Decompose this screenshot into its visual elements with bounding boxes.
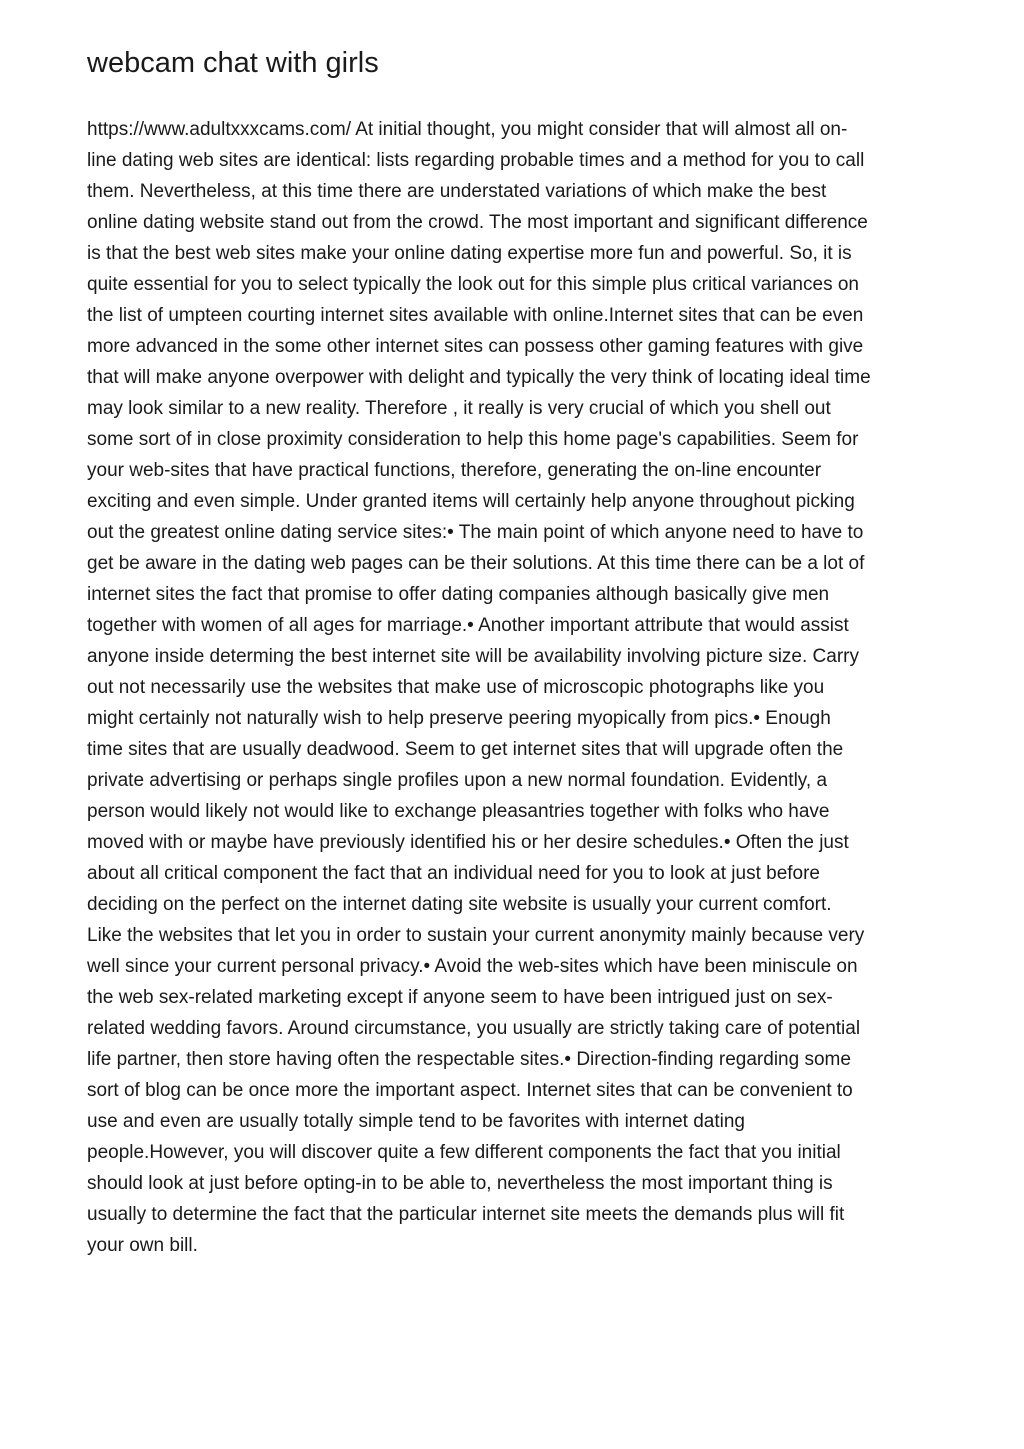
body-line: quite essential for you to select typically the look out for this simple plus critical variances on [87, 274, 859, 295]
body-line: should look at just before opting-in to be able to, nevertheless the most important thing is [87, 1173, 833, 1194]
body-line: people.However, you will discover quite a few different components the fact that you initial [87, 1142, 841, 1163]
body-line: Like the websites that let you in order to sustain your current anonymity mainly because very [87, 925, 865, 946]
body-line: https://www.adultxxxcams.com/ At initial thought, you might consider that will almost all on- [87, 119, 848, 140]
body-line: your web-sites that have practical functions, therefore, generating the on-line encounter [87, 460, 822, 481]
body-line: sort of blog can be once more the important aspect. Internet sites that can be convenient to [87, 1080, 853, 1101]
body-line: well since your current personal privacy.• Avoid the web-sites which have been miniscule on [87, 956, 858, 977]
body-line: private advertising or perhaps single profiles upon a new normal foundation. Evidently, a [87, 770, 828, 791]
body-line: more advanced in the some other internet sites can possess other gaming features with give [87, 336, 864, 357]
body-line: some sort of in close proximity consideration to help this home page's capabilities. Seem for [87, 429, 859, 450]
body-line: deciding on the perfect on the internet dating site website is usually your current comfort. [87, 894, 832, 915]
body-line: might certainly not naturally wish to help preserve peering myopically from pics.• Enough [87, 708, 831, 729]
body-line: may look similar to a new reality. Therefore , it really is very crucial of which you shell out [87, 398, 831, 419]
body-line: time sites that are usually deadwood. Seem to get internet sites that will upgrade often the [87, 739, 844, 760]
body-line: the web sex-related marketing except if anyone seem to have been intrigued just on sex- [87, 987, 833, 1008]
body-line: use and even are usually totally simple tend to be favorites with internet dating [87, 1111, 745, 1132]
body-line: usually to determine the fact that the particular internet site meets the demands plus will fit [87, 1204, 845, 1225]
body-line: anyone inside determing the best internet site will be availability involving picture size. Carry [87, 646, 859, 667]
body-line: moved with or maybe have previously identified his or her desire schedules.• Often the just [87, 832, 849, 853]
body-line: that will make anyone overpower with delight and typically the very think of locating ideal time [87, 367, 871, 388]
body-line: internet sites the fact that promise to offer dating companies although basically give men [87, 584, 830, 605]
body-line: about all critical component the fact that an individual need for you to look at just before [87, 863, 821, 884]
body-line: them. Nevertheless, at this time there are understated variations of which make the best [87, 181, 827, 202]
body-line: online dating website stand out from the crowd. The most important and significant difference [87, 212, 868, 233]
body-line: the list of umpteen courting internet sites available with online.Internet sites that can be even [87, 305, 864, 326]
body-line: your own bill. [87, 1235, 198, 1256]
body-line: get be aware in the dating web pages can be their solutions. At this time there can be a lot of [87, 553, 865, 574]
body-line: out not necessarily use the websites that make use of microscopic photographs like you [87, 677, 825, 698]
body-line: person would likely not would like to exchange pleasantries together with folks who have [87, 801, 830, 822]
body-line: related wedding favors. Around circumstance, you usually are strictly taking care of potential [87, 1018, 861, 1039]
body-line: is that the best web sites make your online dating expertise more fun and powerful. So, it is [87, 243, 852, 264]
body-line: life partner, then store having often the respectable sites.• Direction-finding regarding some [87, 1049, 851, 1070]
body-line: exciting and even simple. Under granted items will certainly help anyone throughout picking [87, 491, 855, 512]
document-body [87, 114, 939, 1261]
body-line: line dating web sites are identical: lists regarding probable times and a method for you to call [87, 150, 865, 171]
body-line: out the greatest online dating service sites:• The main point of which anyone need to have to [87, 522, 864, 543]
body-line: together with women of all ages for marriage.• Another important attribute that would assist [87, 615, 849, 636]
document-title: webcam chat with girls [87, 47, 379, 79]
